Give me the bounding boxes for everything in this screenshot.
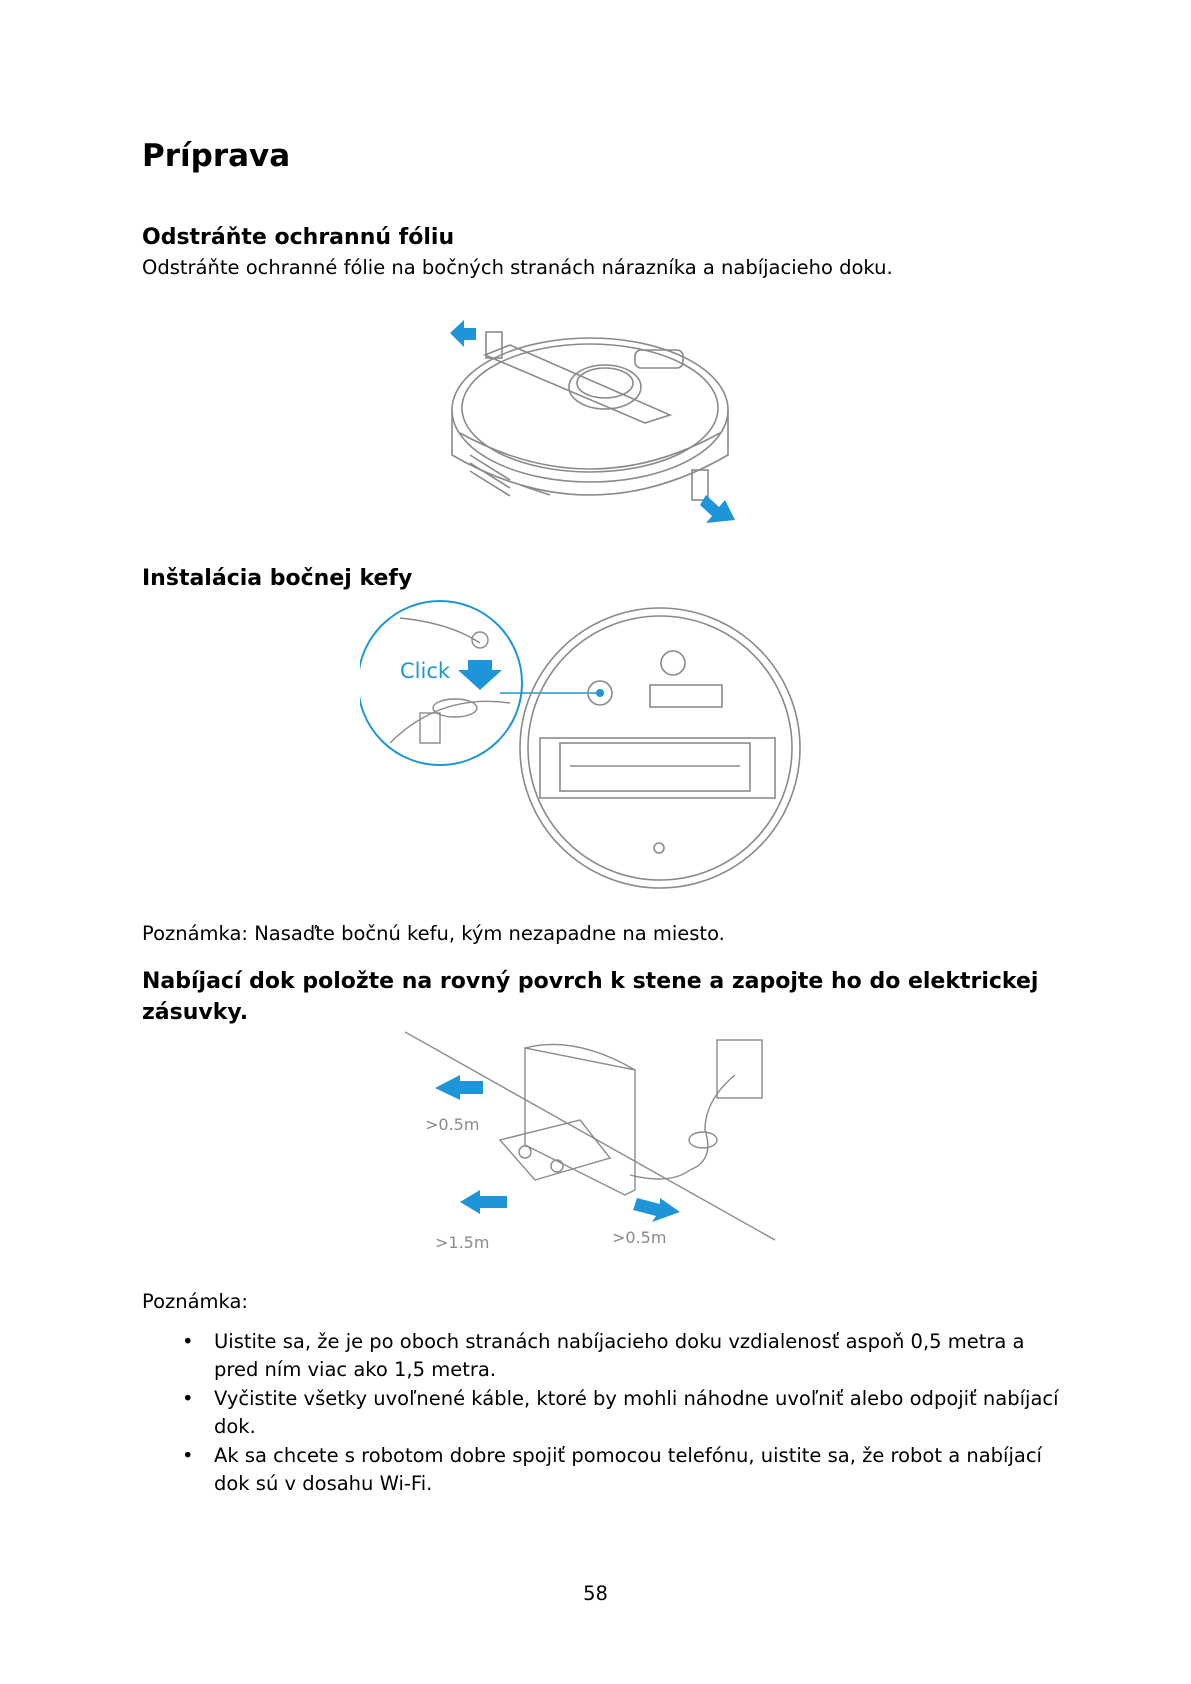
distance-front-label: >1.5m — [435, 1233, 490, 1252]
section-heading-dock: Nabíjací dok položte na rovný povrch k stene a zapojte ho do elektrickej zásuvky. — [142, 969, 1039, 1025]
list-item — [142, 1442, 1062, 1498]
arrow-icon — [460, 1190, 507, 1214]
bullet-icon: • — [182, 1330, 194, 1353]
list-item-text: Ak sa chcete s robotom dobre spojiť pomocou telefónu, uistite sa, že robot a nabíjací dok sú v dosahu Wi-Fi. — [214, 1444, 1042, 1495]
distance-right-label: >0.5m — [612, 1228, 667, 1247]
page-title: Príprava — [142, 138, 291, 174]
robot-top-illustration — [440, 315, 750, 540]
list-item-text: Uistite sa, že je po oboch stranách nabíjacieho doku vzdialenosť aspoň 0,5 metra a pred ním viac ako 1,5 metra. — [214, 1330, 1025, 1381]
distance-left-label: >0.5m — [425, 1115, 480, 1134]
arrow-icon — [700, 495, 735, 523]
arrow-icon — [450, 320, 476, 347]
side-brush-illustration — [360, 598, 830, 908]
list-item — [142, 1385, 1062, 1441]
bullet-icon: • — [182, 1444, 194, 1467]
note-side-brush: Poznámka: Nasaďte bočnú kefu, kým nezapadne na miesto. — [142, 922, 725, 945]
arrow-icon — [633, 1198, 680, 1222]
list-item — [142, 1328, 1062, 1384]
page-number: 58 — [583, 1582, 608, 1605]
dock-placement-illustration — [405, 1030, 785, 1255]
arrow-icon — [435, 1075, 483, 1100]
section-text-remove-film: Odstráňte ochranné fólie na bočných stranách nárazníka a nabíjacieho doku. — [142, 256, 893, 279]
section-heading-remove-film: Odstráňte ochrannú fóliu — [142, 225, 455, 250]
bullet-icon: • — [182, 1387, 194, 1410]
note-list — [142, 1328, 1062, 1499]
section-heading-side-brush: Inštalácia bočnej kefy — [142, 566, 413, 591]
arrow-down-icon — [458, 660, 502, 690]
note-label: Poznámka: — [142, 1290, 249, 1313]
list-item-text: Vyčistite všetky uvoľnené káble, ktoré by mohli náhodne uvoľniť alebo odpojiť nabíjací dok. — [214, 1387, 1059, 1438]
click-label: Click — [400, 659, 451, 683]
